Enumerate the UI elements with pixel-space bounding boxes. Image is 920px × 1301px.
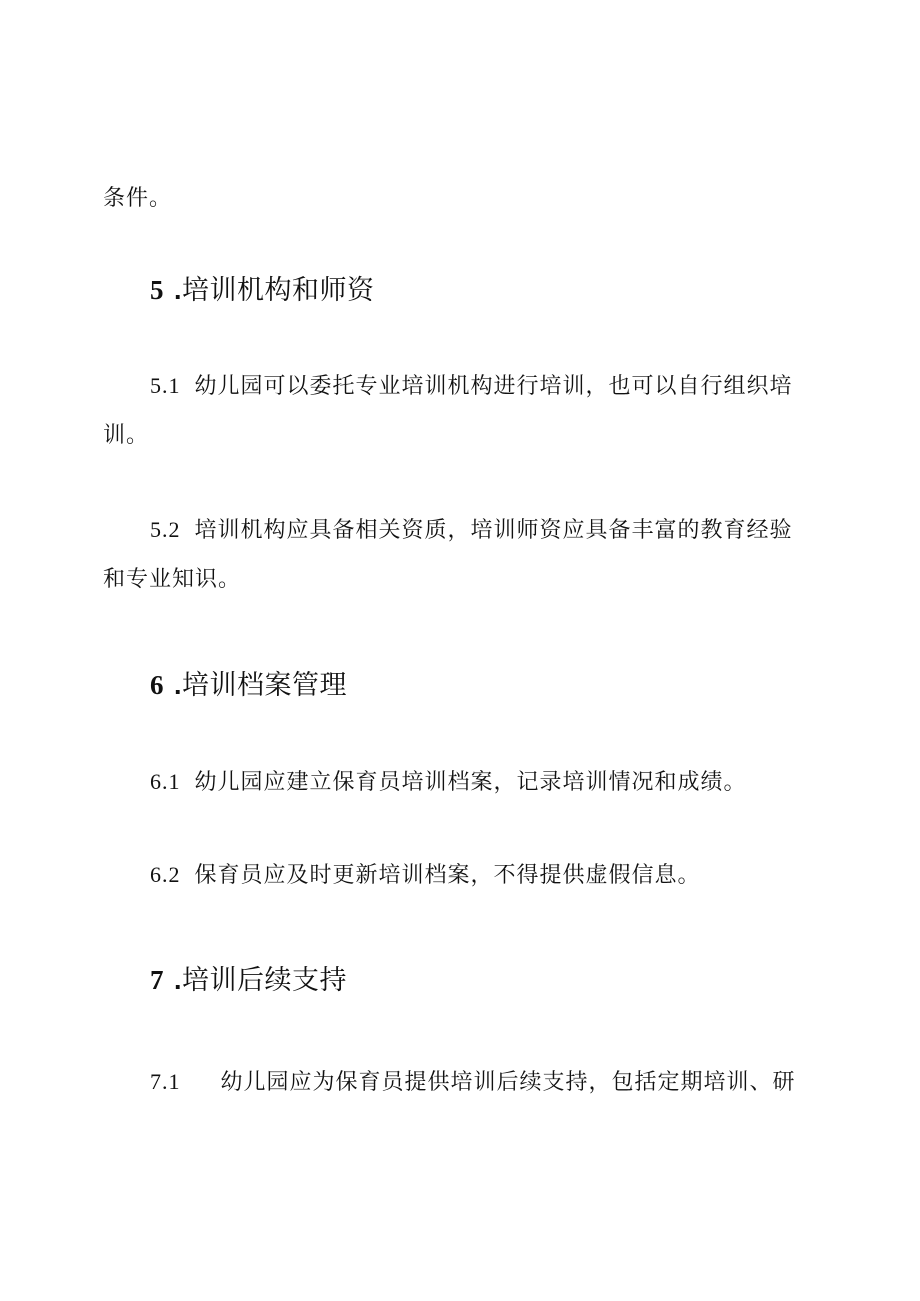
clause-text: 幼儿园应建立保育员培训档案，记录培训情况和成绩。 bbox=[194, 770, 747, 795]
section-dot: . bbox=[174, 965, 183, 995]
clause-5-2 bbox=[150, 515, 793, 546]
section-dot: . bbox=[174, 670, 183, 700]
section-heading-7 bbox=[150, 963, 347, 998]
section-title: 培训档案管理 bbox=[182, 670, 348, 701]
section-heading-5 bbox=[150, 273, 375, 308]
section-title: 培训机构和师资 bbox=[182, 275, 375, 306]
section-dot: . bbox=[174, 275, 183, 305]
clause-number: 6.2 bbox=[150, 862, 181, 887]
clause-number: 5.1 bbox=[150, 373, 181, 398]
clause-text: 幼儿园应为保育员提供培训后续支持，包括定期培训、研 bbox=[220, 1070, 796, 1095]
clause-6-1 bbox=[150, 767, 747, 798]
clause-text: 保育员应及时更新培训档案，不得提供虚假信息。 bbox=[194, 863, 701, 888]
clause-6-2 bbox=[150, 860, 701, 891]
section-heading-6 bbox=[150, 668, 347, 703]
section-number: 6 bbox=[150, 670, 164, 700]
clause-number: 5.2 bbox=[150, 517, 181, 542]
clause-7-1 bbox=[150, 1067, 796, 1098]
clause-text-continued: 训。 bbox=[103, 423, 150, 448]
clause-number: 7.1 bbox=[150, 1069, 181, 1094]
section-number: 7 bbox=[150, 965, 164, 995]
section-number: 5 bbox=[150, 275, 164, 305]
section-title: 培训后续支持 bbox=[182, 965, 348, 996]
clause-text: 培训机构应具备相关资质，培训师资应具备丰富的教育经验 bbox=[194, 518, 793, 543]
clause-5-1 bbox=[150, 371, 793, 402]
clause-text: 幼儿园可以委托专业培训机构进行培训，也可以自行组织培 bbox=[194, 374, 793, 399]
clause-text-continued: 和专业知识。 bbox=[103, 567, 242, 592]
clause-number: 6.1 bbox=[150, 769, 181, 794]
paragraph-text: 条件。 bbox=[103, 186, 173, 211]
